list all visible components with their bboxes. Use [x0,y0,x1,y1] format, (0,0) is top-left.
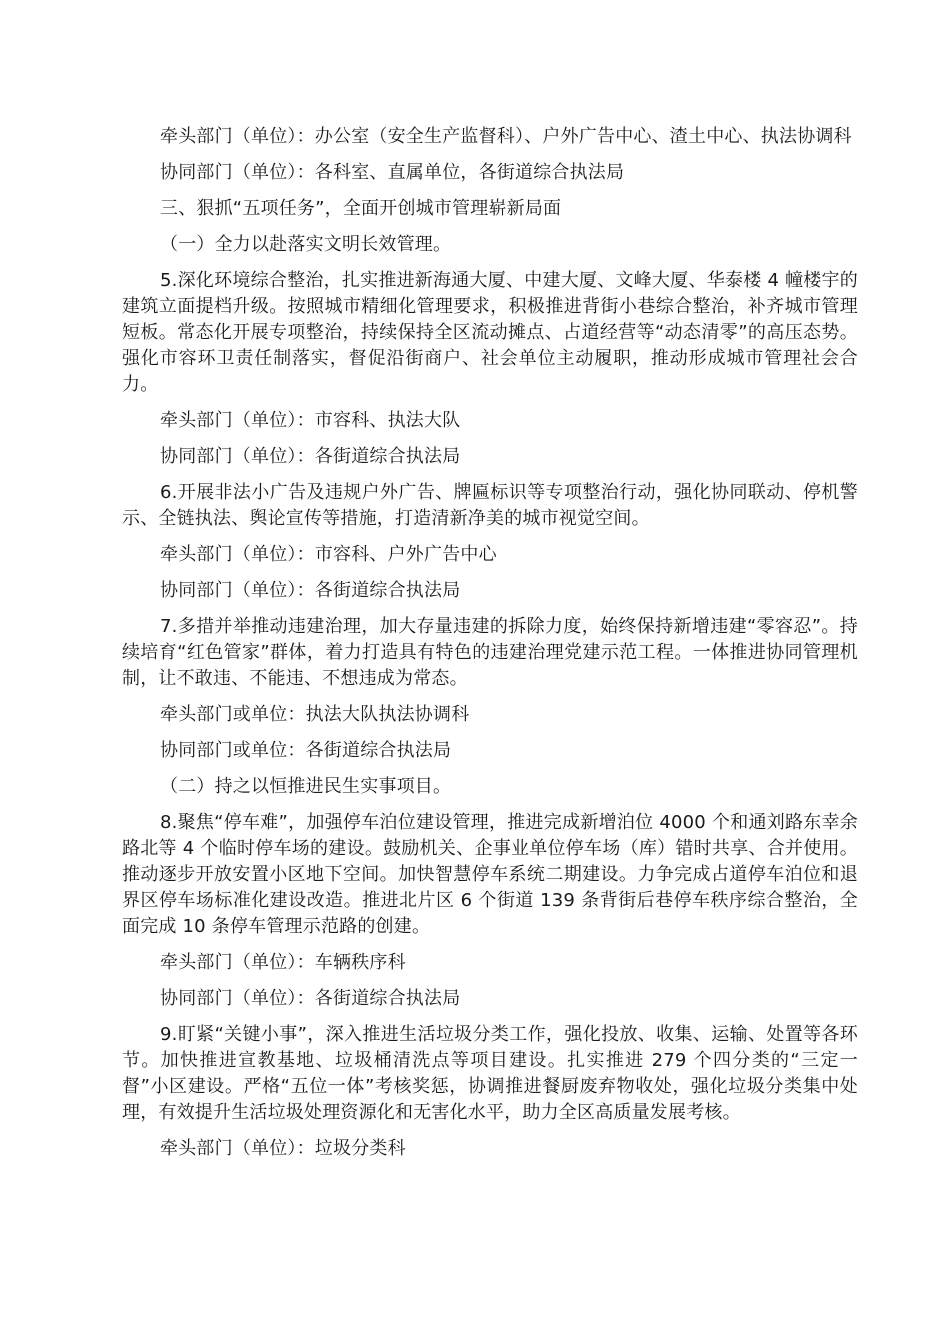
subsection-heading-2: （二）持之以恒推进民生实事项目。 [160,776,452,797]
item-9-lead-department: 牵头部门（单位）：垃圾分类科 [160,1138,406,1159]
item-7-coop-department: 协同部门或单位：各街道综合执法局 [160,740,452,761]
item-5-lead-department: 牵头部门（单位）：市容科、执法大队 [160,410,461,431]
item-5-para: 5.深化环境综合整治，扎实推进新海通大厦、中建大厦、文峰大厦、华泰楼 4 幢楼宇的建筑立面提档升级。按照城市精细化管理要求，积极推进背街小巷综合整治，补齐城市管理短板。常态化开展专项整治，持续保持全区流动摊点、占道经营等“动态清零”的高压态势。强化市容环卫责任制落实，督促沿街商户、社会单位主动履职，推动形成城市管理社会合力。 [122,270,858,395]
item-7-lead-department: 牵头部门或单位：执法大队执法协调科 [160,704,470,725]
item-8-coop-department: 协同部门（单位）：各街道综合执法局 [160,988,461,1009]
subsection-heading-1: （一）全力以赴落实文明长效管理。 [160,234,452,255]
coop-department-para: 协同部门（单位）：各科室、直属单位，各街道综合执法局 [160,162,625,183]
item-8-lead-department: 牵头部门（单位）：车辆秩序科 [160,952,406,973]
item-9-para: 9.盯紧“关键小事”，深入推进生活垃圾分类工作，强化投放、收集、运输、处置等各环节。加快推进宣教基地、垃圾桶清洗点等项目建设。扎实推进 279 个四分类的“三定一督”小区建设。严格“五位一体”考核奖惩，协调推进餐厨废弃物收处，强化垃圾分类集中处理，有效提升生活垃圾处理资源化和无害化水平，助力全区高质量发展考核。 [122,1024,858,1123]
item-8-para: 8.聚焦“停车难”，加强停车泊位建设管理，推进完成新增泊位 4000 个和通刘路东幸余路北等 4 个临时停车场的建设。鼓励机关、企事业单位停车场（库）错时共享、合并使用。推动逐步开放安置小区地下空间。加快智慧停车系统二期建设。力争完成占道停车泊位和退界区停车场标准化建设改造。推进北片区 6 个街道 139 条背街后巷停车秩序综合整治，全面完成 10 条停车管理示范路的创建。 [122,812,858,937]
section-heading-3: 三、狠抓“五项任务”，全面开创城市管理崭新局面 [160,198,562,219]
item-6-para: 6.开展非法小广告及违规户外广告、牌匾标识等专项整治行动，强化协同联动、停机警示、全链执法、舆论宣传等措施，打造清新净美的城市视觉空间。 [122,482,858,529]
item-6-lead-department: 牵头部门（单位）：市容科、户外广告中心 [160,544,497,565]
item-6-coop-department: 协同部门（单位）：各街道综合执法局 [160,580,461,601]
item-7-para: 7.多措并举推动违建治理，加大存量违建的拆除力度，始终保持新增违建“零容忍”。持续培育“红色管家”群体，着力打造具有特色的违建治理党建示范工程。一体推进协同管理机制，让不敢违、不能违、不想违成为常态。 [122,616,858,689]
item-5-coop-department: 协同部门（单位）：各街道综合执法局 [160,446,461,467]
lead-department-para: 牵头部门（单位）：办公室（安全生产监督科）、户外广告中心、渣土中心、执法协调科 [160,126,852,147]
